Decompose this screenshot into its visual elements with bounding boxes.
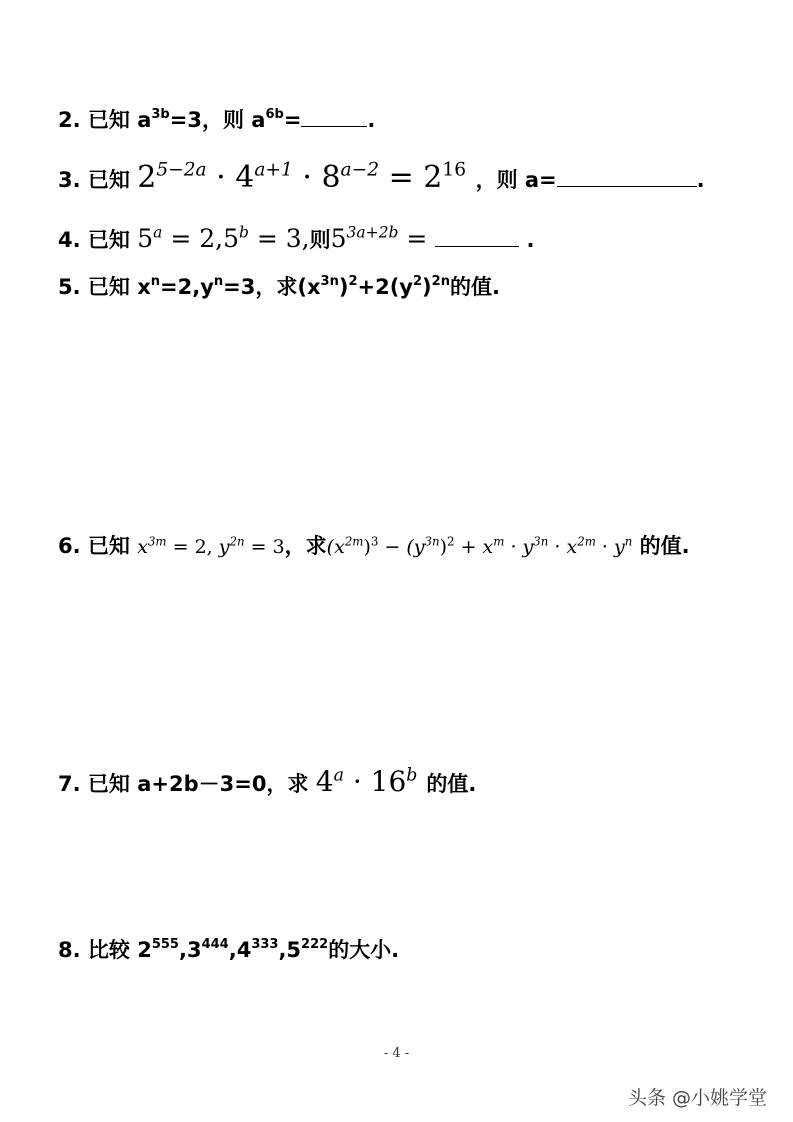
question-6 (58, 536, 690, 557)
question-text: 比较 2 (87, 938, 152, 962)
question-text: . (696, 168, 705, 192)
math-expression: $5^{3a+2b}$ = (330, 223, 436, 253)
question-text: 已知 a (87, 108, 152, 132)
page-number: - 4 - (383, 1046, 410, 1061)
question-text: 已知 a+2b－3=0，求 (87, 772, 309, 796)
question-text: 已知 (87, 228, 130, 252)
math-expression: $2^{5-2a} \cdot 4^{a+1} \cdot 8^{a-2} = 2^{16}$ (137, 159, 467, 195)
question-text: =3，则 a (169, 108, 266, 132)
math-expression: $x^{3m} = 2$, $y^{2n} = 3$ (137, 534, 285, 558)
question-number: 2. (58, 108, 81, 132)
math-expression: $5^a = 2,5^b = 3$, (137, 223, 310, 253)
question-text: 的值. (449, 275, 500, 299)
exponent: 3b (151, 107, 170, 122)
question-text: 的值. (426, 772, 477, 796)
question-text: 已知 x (87, 275, 151, 299)
question-text: 的值. (632, 534, 690, 558)
question-number: 4. (58, 228, 81, 252)
answer-blank[interactable] (435, 245, 519, 247)
question-text: 已知 (87, 168, 130, 192)
question-8: 8. 比较 $2^{555},3^{444},4^{333},5^{222}$的大小. (58, 937, 400, 962)
question-text: . (367, 108, 376, 132)
math-expression: $(x^{2m})^3 - (y^{3n})^2 + x^m \cdot y^{3n} \cdot x^{2m} \cdot y^n$ (326, 534, 633, 558)
question-text: ，求 (284, 534, 327, 558)
question-number: 5. (58, 275, 81, 299)
answer-blank[interactable] (301, 125, 367, 127)
question-text: 的大小. (328, 938, 400, 962)
question-7 (58, 765, 477, 798)
question-text: 已知 (87, 534, 130, 558)
question-text: ，则 a= (475, 168, 557, 192)
watermark: 头条 @小姚学堂 (628, 1087, 768, 1109)
question-number: 8. (58, 938, 81, 962)
exponent: 6b (265, 107, 284, 122)
math-expression: $4^a \cdot 16^b$ (315, 765, 418, 798)
question-3 (58, 159, 705, 195)
question-text: 则 (309, 228, 331, 252)
question-text: . (519, 228, 535, 252)
question-number: 6. (58, 534, 81, 558)
answer-blank[interactable] (557, 185, 697, 187)
question-number: 7. (58, 772, 81, 796)
question-4 (58, 223, 535, 253)
question-5: 5. 已知 $x^n=2,y^n=3$，求$(x^{3n})^2+2(y^2)^{2n}$的值. (58, 274, 500, 299)
question-2 (58, 107, 376, 132)
question-text: = (283, 108, 302, 132)
question-number: 3. (58, 168, 81, 192)
